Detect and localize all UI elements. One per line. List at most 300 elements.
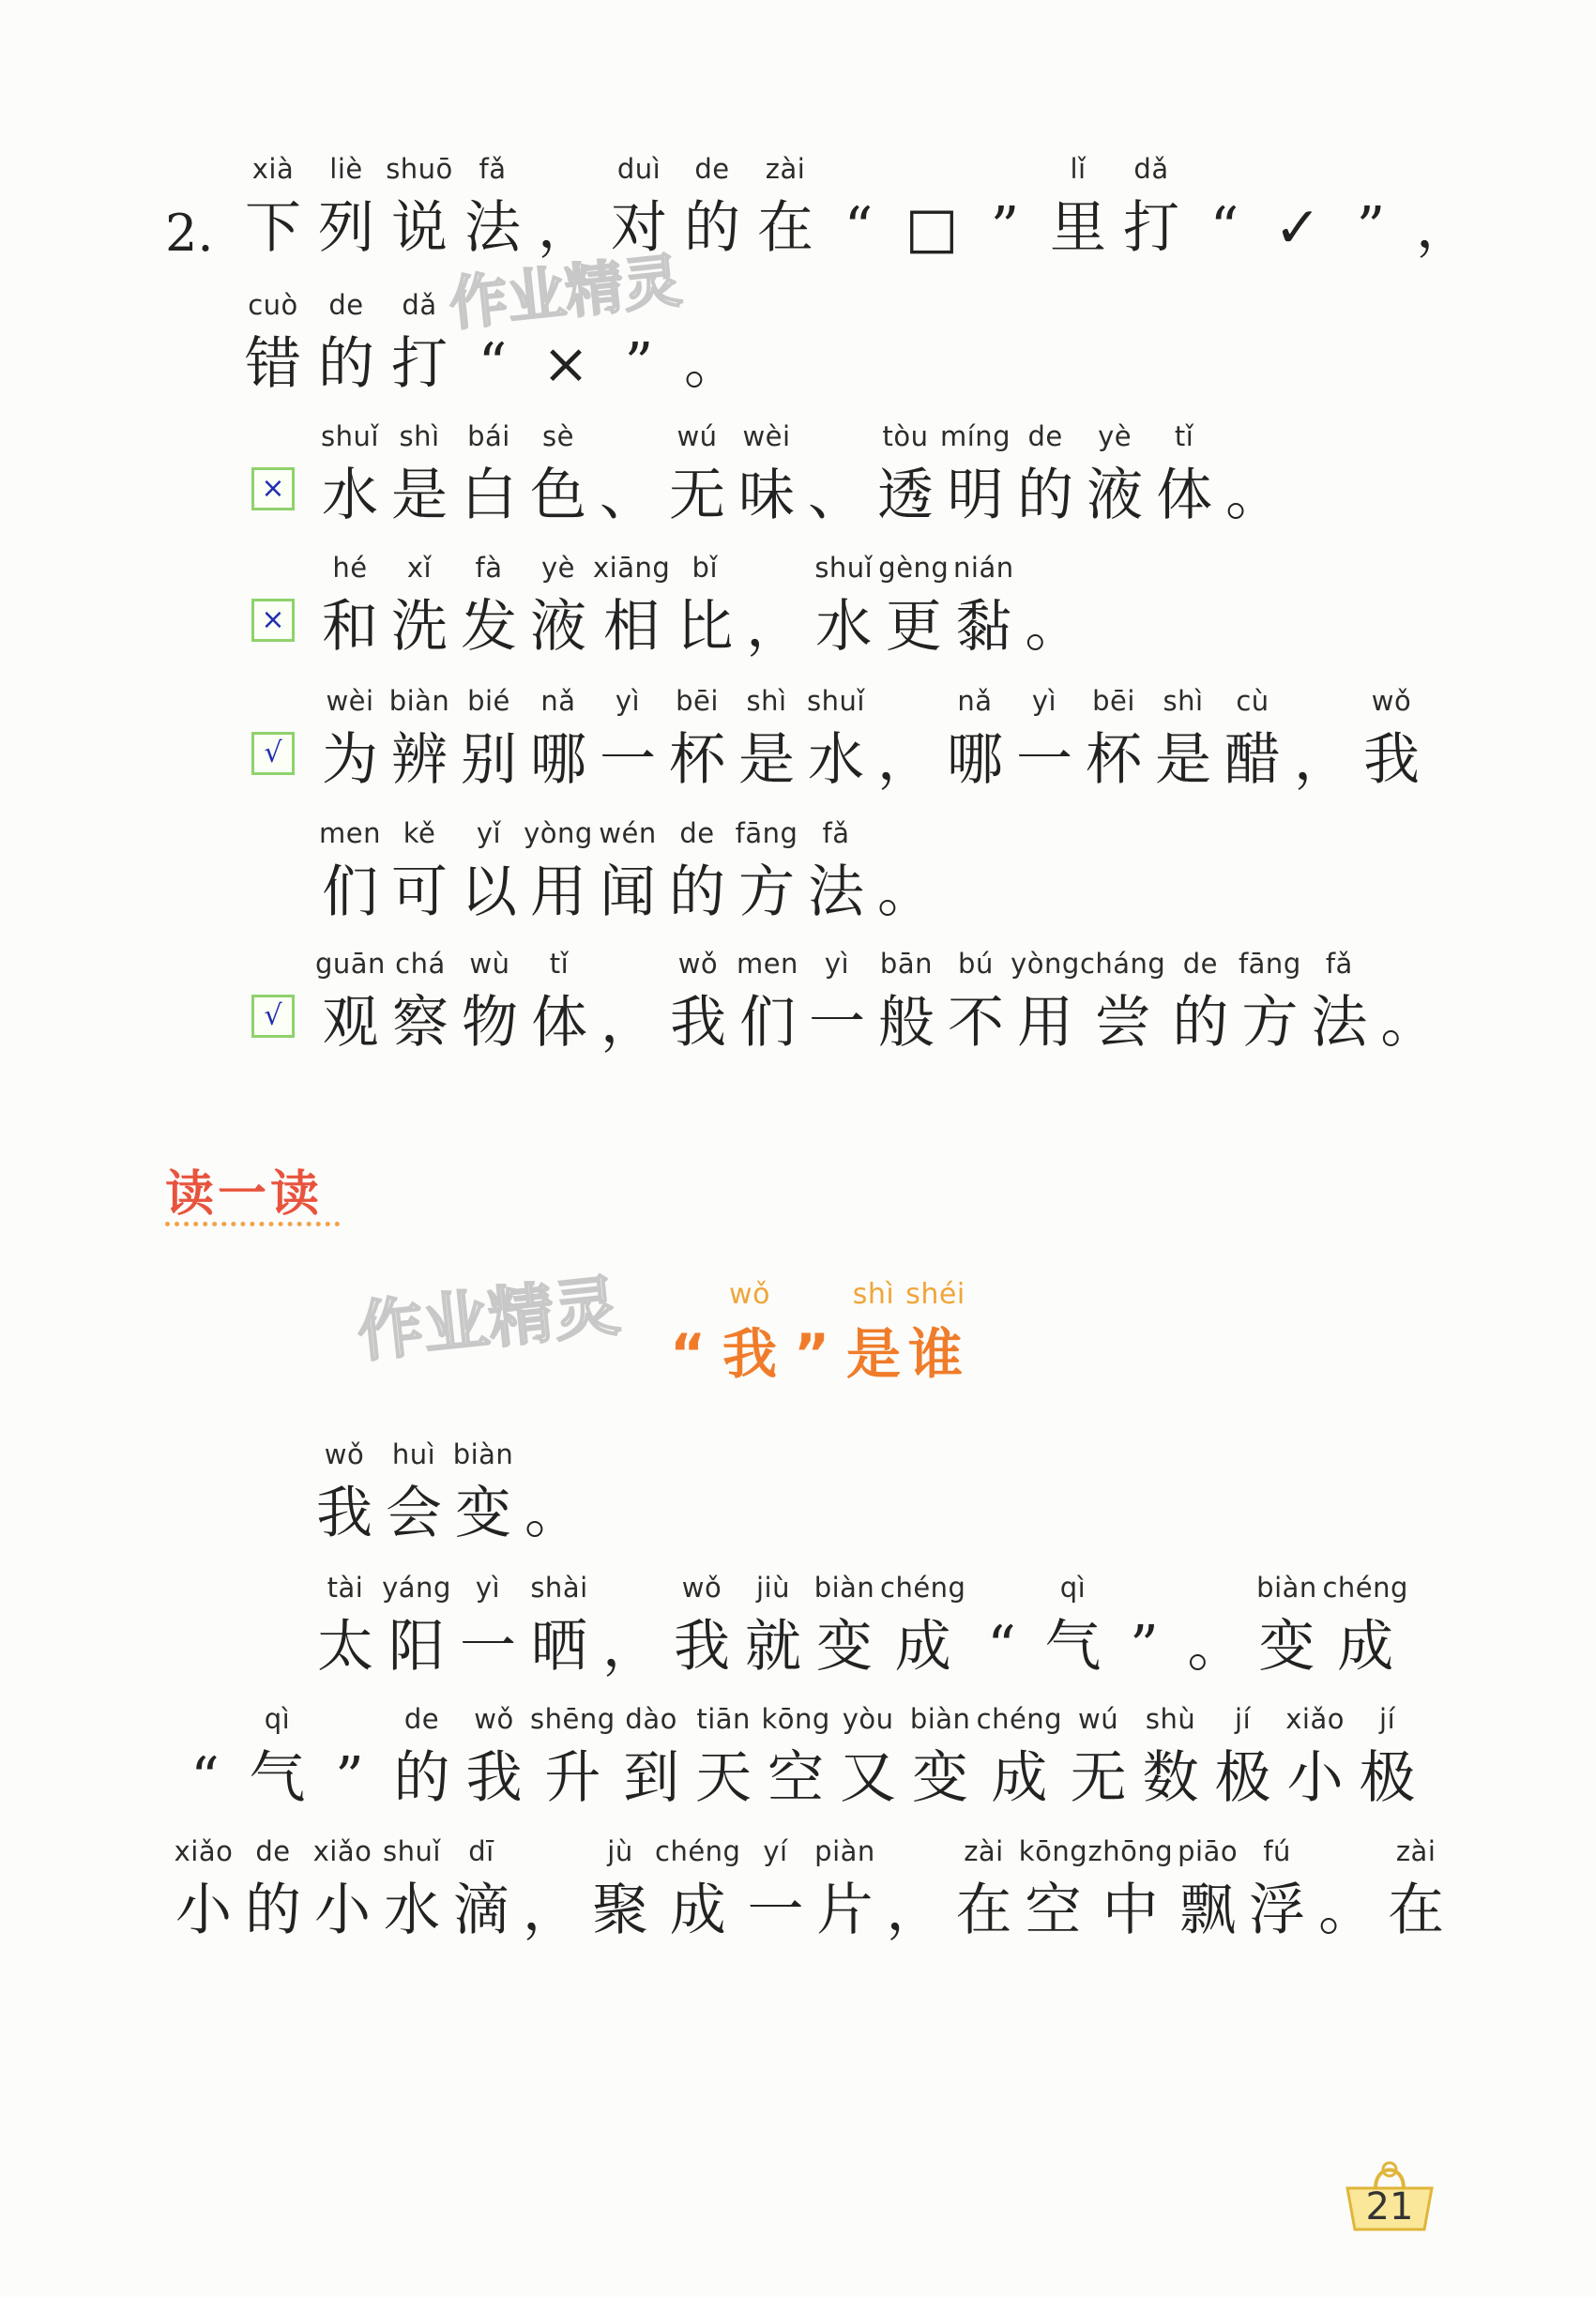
hanzi: 洗: [391, 594, 448, 660]
watermark: 作业精灵: [446, 246, 685, 339]
hanzi: 是: [1155, 727, 1211, 793]
pinyin: wǒ: [677, 948, 719, 980]
pinyin: yòng: [524, 817, 593, 849]
hanzi: 打: [1123, 195, 1179, 261]
pinyin: piàn: [814, 1835, 875, 1867]
pinyin: huì: [391, 1438, 436, 1470]
hanzi: 我: [1363, 727, 1420, 793]
pinyin: nián: [953, 552, 1014, 584]
hanzi: 是: [738, 727, 795, 793]
hanzi-unit: [386, 945, 455, 1063]
hanzi-unit: [1079, 682, 1148, 800]
paragraph-line-3: [169, 1700, 1423, 1818]
hanzi-unit: [593, 682, 662, 800]
hanzi-unit: [1108, 1569, 1179, 1687]
pinyin: biàn: [388, 685, 450, 717]
hanzi-unit: [385, 814, 454, 933]
hanzi: 法: [808, 859, 864, 925]
hanzi-unit: [760, 1700, 832, 1818]
watermark-2: 作业精灵: [354, 1267, 624, 1372]
hanzi: 太: [317, 1614, 373, 1680]
hanzi: 成: [894, 1614, 951, 1680]
hanzi: 小: [314, 1878, 371, 1943]
hanzi-unit: [676, 150, 749, 268]
pinyin: yòng: [1011, 948, 1080, 980]
hanzi: 无: [669, 463, 725, 528]
pinyin: xiǎo: [174, 1835, 234, 1867]
pinyin: yì: [475, 1572, 501, 1604]
hanzi: 透: [877, 463, 934, 528]
hanzi: 阳: [388, 1614, 445, 1680]
hanzi: 白: [461, 463, 517, 528]
pinyin: de: [1027, 420, 1063, 452]
hanzi-unit: [749, 150, 822, 268]
hanzi: 闻: [600, 859, 656, 925]
hanzi-unit: [733, 945, 802, 1063]
pinyin: xiǎo: [1285, 1703, 1345, 1735]
hanzi-unit: [802, 945, 872, 1063]
hanzi: 气: [249, 1745, 306, 1811]
hanzi: 明: [947, 463, 1004, 528]
hanzi: “: [1209, 195, 1239, 261]
pinyin: fāng: [735, 817, 798, 849]
hanzi: “: [987, 1614, 1016, 1680]
pinyin: fāng: [1238, 948, 1301, 980]
hanzi-unit: [732, 418, 801, 536]
hanzi-unit: [315, 549, 385, 667]
hanzi-unit: [385, 682, 454, 800]
pinyin: dī: [468, 1835, 494, 1867]
hanzi: ，: [1294, 727, 1350, 793]
hanzi-unit: [809, 549, 878, 667]
hanzi-unit: [666, 1569, 737, 1687]
hanzi: 变: [816, 1614, 873, 1680]
hanzi: 相: [603, 594, 661, 660]
hanzi-unit: [313, 1700, 386, 1818]
pinyin: yáng: [382, 1572, 451, 1604]
hanzi: ，: [877, 727, 934, 793]
hanzi: 谁: [907, 1322, 963, 1386]
hanzi: 察: [391, 990, 448, 1056]
hanzi-unit: [977, 1700, 1062, 1818]
hanzi: “: [190, 1745, 220, 1811]
pinyin: wǒ: [729, 1278, 770, 1311]
hanzi: 。: [1318, 1878, 1376, 1943]
pinyin: bái: [467, 420, 510, 452]
pinyin: de: [403, 1703, 440, 1735]
hanzi-unit: [383, 150, 456, 268]
hanzi: 液: [1087, 463, 1144, 528]
hanzi-unit: [310, 286, 383, 404]
page-number-badge: [1338, 2158, 1441, 2233]
hanzi-unit: [524, 549, 593, 667]
hanzi-unit: [655, 1833, 740, 1951]
statement-3-line-2: [315, 814, 940, 933]
pinyin: wèi: [326, 685, 374, 717]
hanzi-unit: [810, 1833, 879, 1951]
hanzi-unit: [455, 945, 524, 1063]
hanzi-unit: [1062, 1700, 1134, 1818]
hanzi-unit: [880, 1569, 965, 1687]
hanzi: 会: [386, 1481, 442, 1546]
pinyin: kě: [403, 817, 436, 849]
pinyin: bān: [879, 948, 933, 980]
hanzi: 辨: [391, 727, 448, 793]
pinyin: wèi: [742, 420, 791, 452]
hanzi-unit: [1219, 418, 1288, 536]
hanzi-unit: [448, 1436, 518, 1554]
pinyin: yí: [763, 1835, 788, 1867]
pinyin: guān: [315, 948, 386, 980]
hanzi-unit: [379, 1436, 448, 1554]
hanzi-unit: [616, 1700, 688, 1818]
hanzi-unit: [1242, 1833, 1312, 1951]
hanzi-unit: [1018, 549, 1087, 667]
hanzi-unit: [1357, 682, 1426, 800]
hanzi: ×: [541, 331, 590, 397]
hanzi: 小: [1286, 1745, 1344, 1811]
pinyin: dǎ: [1133, 153, 1169, 185]
hanzi: 方: [738, 859, 795, 925]
hanzi: ，: [523, 1878, 579, 1943]
hanzi-unit: [454, 549, 524, 667]
hanzi: 以: [461, 859, 517, 925]
pinyin: yè: [540, 552, 575, 584]
hanzi: 的: [393, 1745, 450, 1811]
hanzi: “: [669, 1322, 707, 1386]
statement-2: [315, 549, 1087, 667]
pinyin: tài: [327, 1572, 364, 1604]
pinyin: tǐ: [1174, 420, 1194, 452]
pinyin: yǐ: [476, 817, 502, 849]
hanzi: 下: [245, 195, 301, 261]
hanzi-unit: [732, 682, 801, 800]
hanzi-unit: [965, 1569, 1037, 1687]
hanzi-unit: [236, 150, 310, 268]
pinyin: biàn: [909, 1703, 971, 1735]
hanzi: 空: [768, 1745, 825, 1811]
answer-box-2[interactable]: ×: [251, 599, 295, 642]
pinyin: men: [319, 817, 381, 849]
hanzi-unit: [949, 549, 1018, 667]
hanzi: 水: [322, 463, 378, 528]
section-title: 读一读: [165, 1166, 324, 1223]
hanzi-unit: [524, 1569, 595, 1687]
hanzi: 我: [722, 1322, 777, 1386]
hanzi-unit: [315, 945, 386, 1063]
hanzi-unit: [381, 1569, 452, 1687]
hanzi: 极: [1359, 1745, 1416, 1811]
pinyin: wú: [1078, 1703, 1119, 1735]
pinyin: cù: [1236, 685, 1269, 717]
hanzi: 味: [738, 463, 795, 528]
hanzi: 我: [465, 1745, 523, 1811]
hanzi-unit: [1287, 682, 1357, 800]
hanzi-unit: [530, 1700, 616, 1818]
hanzi-unit: [732, 814, 801, 933]
hanzi: 在: [955, 1878, 1012, 1943]
pinyin: jí: [1235, 1703, 1252, 1735]
pinyin: jiù: [756, 1572, 790, 1604]
hanzi-unit: [871, 682, 940, 800]
hanzi-unit: [1407, 150, 1481, 268]
pinyin: gèng: [878, 552, 950, 584]
answer-box-4[interactable]: √: [251, 995, 295, 1038]
pinyin: hé: [332, 552, 368, 584]
hanzi-unit: [593, 418, 662, 536]
pinyin: xiāng: [593, 552, 671, 584]
story-title: [657, 1276, 966, 1394]
hanzi-unit: [1351, 1700, 1423, 1818]
hanzi: 错: [245, 331, 301, 397]
hanzi: 对: [611, 195, 667, 261]
hanzi: 。: [877, 859, 934, 925]
pinyin: de: [328, 289, 364, 321]
answer-box-1[interactable]: ×: [251, 467, 295, 510]
pinyin: xiǎo: [312, 1835, 372, 1867]
hanzi: ，: [746, 594, 803, 660]
hanzi-unit: [1115, 150, 1188, 268]
hanzi-unit: [904, 1276, 966, 1394]
hanzi: 般: [877, 990, 935, 1056]
hanzi-unit: [524, 682, 593, 800]
hanzi: □: [904, 195, 959, 261]
hanzi: 更: [885, 594, 942, 660]
hanzi-unit: [315, 418, 385, 536]
pinyin: tiān: [696, 1703, 751, 1735]
hanzi: 。: [1380, 990, 1437, 1056]
pinyin: shuǐ: [383, 1835, 441, 1867]
hanzi-unit: [1041, 150, 1115, 268]
pinyin: fǎ: [822, 817, 850, 849]
hanzi: 观: [322, 990, 379, 1056]
pinyin: bú: [958, 948, 994, 980]
hanzi: 天: [695, 1745, 752, 1811]
pinyin: xià: [251, 153, 295, 185]
hanzi-unit: [904, 1700, 977, 1818]
hanzi-unit: [662, 814, 732, 933]
hanzi: ，: [538, 195, 594, 261]
hanzi-unit: [1134, 1700, 1207, 1818]
hanzi-unit: [454, 418, 524, 536]
hanzi: 一: [747, 1878, 804, 1943]
hanzi: 液: [530, 594, 586, 660]
pinyin: shài: [530, 1572, 588, 1604]
pinyin: yì: [824, 948, 850, 980]
hanzi: 别: [461, 727, 517, 793]
hanzi-unit: [1010, 682, 1079, 800]
hanzi-unit: [801, 814, 871, 933]
hanzi: 法: [1311, 990, 1368, 1056]
pinyin: bǐ: [692, 552, 719, 584]
pinyin: piāo: [1178, 1835, 1239, 1867]
question-number: 2.: [165, 204, 214, 263]
hanzi-unit: [662, 682, 732, 800]
hanzi: 变: [912, 1745, 969, 1811]
hanzi: 哪: [530, 727, 586, 793]
hanzi-unit: [1207, 1700, 1279, 1818]
hanzi-unit: [1322, 1569, 1407, 1687]
hanzi-unit: [719, 1276, 781, 1394]
pinyin: yòu: [842, 1703, 894, 1735]
pinyin: kōng: [1018, 1835, 1088, 1867]
hanzi-unit: [1011, 418, 1080, 536]
hanzi-unit: [676, 286, 749, 404]
pinyin: jù: [607, 1835, 633, 1867]
pinyin: de: [1182, 948, 1218, 980]
hanzi: 晒: [531, 1614, 587, 1680]
hanzi-unit: [236, 286, 310, 404]
hanzi-unit: [385, 418, 454, 536]
hanzi-unit: [1149, 418, 1219, 536]
pinyin: qì: [1059, 1572, 1087, 1604]
hanzi-unit: [739, 549, 809, 667]
hanzi: 醋: [1224, 727, 1281, 793]
hanzi-unit: [872, 945, 941, 1063]
hanzi: 黏: [955, 594, 1012, 660]
hanzi-unit: [458, 1700, 530, 1818]
hanzi: 说: [391, 195, 448, 261]
hanzi: 。: [1187, 1614, 1244, 1680]
instruction-line-1: [236, 150, 1481, 268]
hanzi: 的: [1172, 990, 1229, 1056]
hanzi: 我: [674, 1614, 730, 1680]
pinyin: wú: [676, 420, 718, 452]
hanzi-unit: [1018, 1833, 1087, 1951]
hanzi-unit: [1381, 1833, 1451, 1951]
hanzi: 一: [1016, 727, 1072, 793]
hanzi-unit: [595, 1569, 666, 1687]
hanzi-unit: [1304, 945, 1374, 1063]
hanzi-unit: [688, 1700, 760, 1818]
pinyin: wǒ: [474, 1703, 514, 1735]
hanzi: 、: [808, 463, 864, 528]
pinyin: dào: [625, 1703, 677, 1735]
hanzi: 杯: [1086, 727, 1142, 793]
hanzi-unit: [662, 418, 732, 536]
hanzi: 和: [322, 594, 378, 660]
hanzi: 气: [1044, 1614, 1102, 1680]
pinyin: biàn: [452, 1438, 514, 1470]
hanzi: 我: [669, 990, 726, 1056]
hanzi-unit: [593, 814, 662, 933]
hanzi: 的: [1017, 463, 1074, 528]
hanzi: 、: [600, 463, 656, 528]
hanzi: 水: [808, 727, 864, 793]
hanzi: 升: [544, 1745, 601, 1811]
paragraph-line-2: [310, 1569, 1408, 1687]
pinyin: shuǐ: [807, 685, 865, 717]
hanzi: 方: [1241, 990, 1299, 1056]
statement-4: [315, 945, 1443, 1063]
hanzi: 成: [669, 1878, 726, 1943]
hanzi: 片: [816, 1878, 874, 1943]
pinyin: nǎ: [540, 685, 576, 717]
hanzi-unit: [1334, 150, 1407, 268]
hanzi: 杯: [669, 727, 725, 793]
hanzi: 。: [1025, 594, 1082, 660]
pinyin: biàn: [813, 1572, 875, 1604]
hanzi: “: [478, 331, 508, 397]
pinyin: de: [694, 153, 730, 185]
pinyin: liè: [329, 153, 363, 185]
hanzi: 又: [840, 1745, 897, 1811]
hanzi-unit: [822, 150, 895, 268]
hanzi: ，: [602, 1614, 659, 1680]
pinyin: bēi: [1092, 685, 1135, 717]
hanzi-unit: [1011, 945, 1080, 1063]
section-title-underline: [165, 1216, 340, 1226]
hanzi: ”: [1356, 195, 1386, 261]
hanzi-unit: [940, 682, 1010, 800]
hanzi-unit: [310, 1569, 381, 1687]
pinyin: fǎ: [1325, 948, 1353, 980]
hanzi: 空: [1025, 1878, 1082, 1943]
statement-1: [315, 418, 1288, 536]
hanzi-unit: [670, 549, 739, 667]
hanzi-unit: [740, 1833, 810, 1951]
pinyin: zài: [765, 153, 806, 185]
hanzi-unit: [949, 1833, 1018, 1951]
hanzi-unit: [238, 1833, 308, 1951]
hanzi: 数: [1142, 1745, 1199, 1811]
hanzi: 中: [1102, 1878, 1159, 1943]
hanzi-unit: [452, 1569, 524, 1687]
hanzi: 色: [530, 463, 586, 528]
pinyin: de: [255, 1835, 291, 1867]
pinyin: biàn: [1256, 1572, 1317, 1604]
hanzi-unit: [809, 1569, 880, 1687]
page-number: 21: [1365, 2185, 1414, 2229]
hanzi: “: [844, 195, 874, 261]
hanzi-unit: [169, 1700, 241, 1818]
hanzi: 一: [808, 990, 865, 1056]
hanzi-unit: [801, 418, 871, 536]
pinyin: yè: [1098, 420, 1132, 452]
hanzi-unit: [386, 1700, 458, 1818]
hanzi: 一: [600, 727, 656, 793]
pinyin: duì: [616, 153, 661, 185]
hanzi: 的: [669, 859, 725, 925]
hanzi: 在: [1388, 1878, 1445, 1943]
hanzi-unit: [1279, 1700, 1351, 1818]
hanzi: 是: [845, 1322, 901, 1386]
pinyin: míng: [940, 420, 1011, 452]
pinyin: dǎ: [402, 289, 437, 321]
hanzi-unit: [1188, 150, 1261, 268]
hanzi: 里: [1050, 195, 1106, 261]
pinyin: cháng: [1079, 948, 1166, 980]
hanzi-unit: [383, 286, 456, 404]
pinyin: wén: [599, 817, 657, 849]
hanzi: 成: [1337, 1614, 1394, 1680]
hanzi-unit: [1087, 1833, 1173, 1951]
hanzi: 。: [524, 1481, 581, 1546]
hanzi-unit: [1037, 1569, 1108, 1687]
pinyin: chéng: [880, 1572, 966, 1604]
hanzi: 滴: [453, 1878, 509, 1943]
hanzi-unit: [315, 682, 385, 800]
pinyin: nǎ: [957, 685, 993, 717]
pinyin: men: [736, 948, 798, 980]
hanzi-unit: [524, 418, 593, 536]
pinyin: sè: [542, 420, 574, 452]
hanzi: 是: [391, 463, 448, 528]
hanzi: 。: [1225, 463, 1283, 528]
pinyin: chéng: [655, 1835, 741, 1867]
answer-box-3[interactable]: √: [251, 732, 295, 775]
pinyin: qì: [264, 1703, 291, 1735]
